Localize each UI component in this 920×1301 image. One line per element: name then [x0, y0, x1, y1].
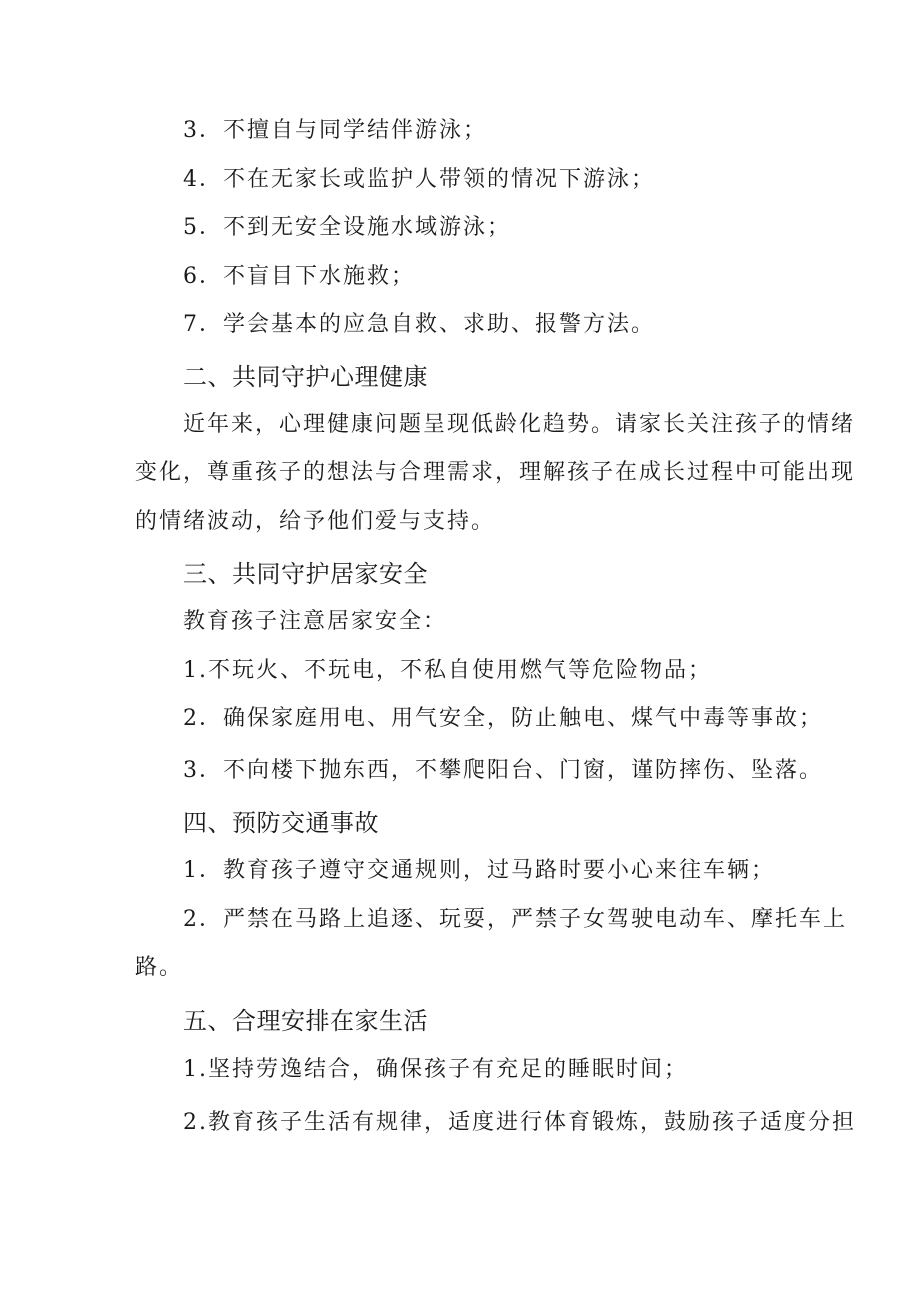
- list-item: 2．严禁在马路上追逐、玩耍，严禁子女驾驶电动车、摩托车上: [183, 907, 847, 932]
- list-item: 路。: [135, 955, 184, 980]
- paragraph-line: 的情绪波动，给予他们爱与支持。: [135, 509, 496, 534]
- list-item: 4．不在无家长或监护人带领的情况下游泳；: [183, 167, 655, 192]
- list-item: 2．确保家庭用电、用气安全，防止触电、煤气中毒等事故；: [183, 706, 823, 731]
- list-item: 1.坚持劳逸结合，确保孩子有充足的睡眠时间；: [183, 1057, 688, 1082]
- list-item: 3．不擅自与同学结伴游泳；: [183, 118, 487, 143]
- paragraph-line: 教育孩子注意居家安全：: [183, 609, 448, 634]
- section-heading: 四、预防交通事故: [183, 809, 379, 837]
- list-item: 1.不玩火、不玩电，不私自使用燃气等危险物品；: [183, 658, 712, 683]
- section-heading: 三、共同守护居家安全: [183, 560, 428, 588]
- list-item: 2.教育孩子生活有规律，适度进行体育锻炼，鼓励孩子适度分担: [183, 1110, 856, 1135]
- paragraph-line: 变化，尊重孩子的想法与合理需求，理解孩子在成长过程中可能出现: [135, 460, 856, 485]
- section-heading: 五、合理安排在家生活: [183, 1007, 428, 1035]
- list-item: 3．不向楼下抛东西，不攀爬阳台、门窗，谨防摔伤、坠落。: [183, 758, 823, 783]
- list-item: 1．教育孩子遵守交通规则，过马路时要小心来往车辆；: [183, 858, 775, 883]
- section-heading: 二、共同守护心理健康: [183, 363, 428, 391]
- paragraph-line: 近年来，心理健康问题呈现低龄化趋势。请家长关注孩子的情绪: [183, 412, 856, 437]
- list-item: 6．不盲目下水施救；: [183, 264, 415, 289]
- list-item: 7．学会基本的应急自救、求助、报警方法。: [183, 312, 655, 337]
- list-item: 5．不到无安全设施水域游泳；: [183, 215, 511, 240]
